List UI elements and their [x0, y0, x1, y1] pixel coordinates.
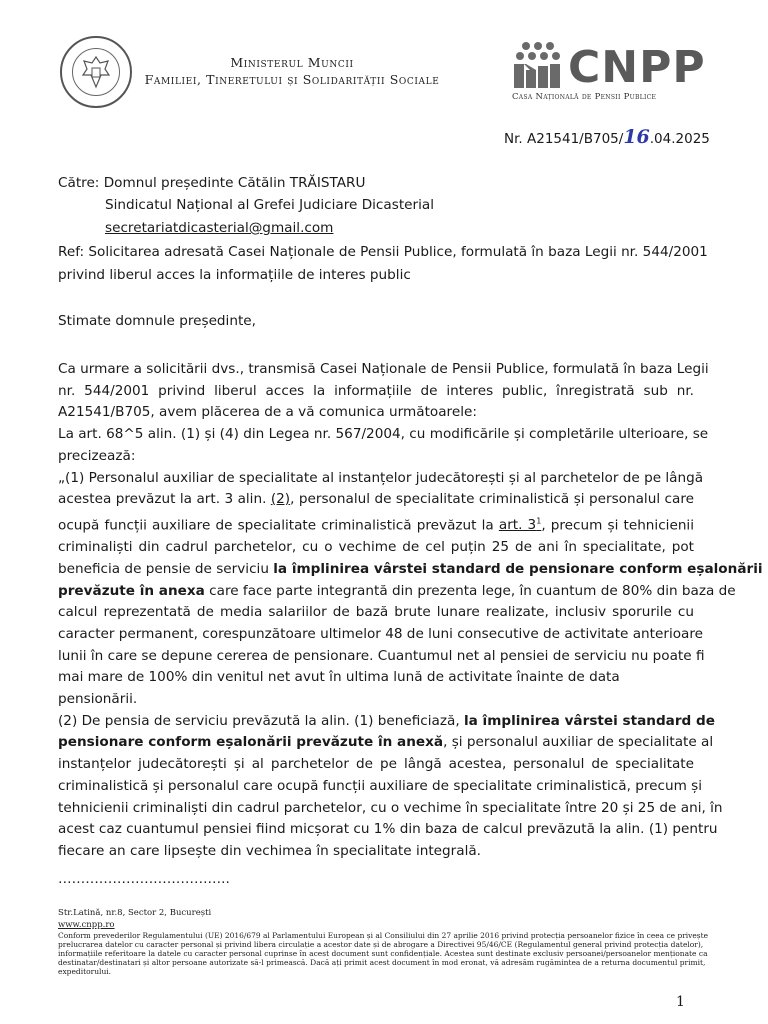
handwritten-day: 16	[623, 126, 650, 148]
gdpr-line-3: informațiile referitoare la datele cu caracter personal cuprinse în acest document sunt confidențiale. Acestea sunt destinate exclusiv persoanei/persoanelor menționate ca	[58, 949, 708, 958]
paragraph-2-line-1: La art. 68^5 alin. (1) și (4) din Legea nr. 567/2004, cu modificările și completările ulterioare, se	[58, 426, 709, 443]
quote-1-line-1: „(1) Personalul auxiliar de specialitate al instanțelor judecătorești și al parchetelor de pe lângă	[58, 469, 704, 486]
cnpp-logo-icon	[512, 40, 564, 92]
number-suffix: .04.2025	[649, 131, 710, 147]
paragraph-1-line-3: A21541/B705, avem plăcerea de a vă comunica următoarele:	[58, 404, 477, 421]
salutation: Stimate domnule președinte,	[58, 313, 256, 329]
quote-2-line-4: criminalistică și personalul care ocupă funcții auxiliare de specialitate criminalistică, precum și	[58, 777, 703, 794]
ministry-name	[142, 54, 442, 88]
quote-2-line-1: (2) De pensia de serviciu prevăzută la alin. (1) beneficiază, la împlinirea vârstei standard de	[58, 712, 715, 729]
ministry-line-1: Ministerul Muncii	[230, 55, 354, 70]
document-number	[504, 126, 710, 148]
quote-1-line-8: caracter permanent, corespunzătoare ultimelor 48 de luni consecutive de activitate anterioare	[58, 625, 704, 642]
ref-line-1: Ref: Solicitarea adresată Casei Naționale de Pensii Publice, formulată în baza Legii nr. 544/2001	[58, 244, 708, 260]
quote-2-line-7: fiecare an care lipsește din vechimea în specialitate integrală.	[58, 843, 482, 859]
gdpr-line-4: destinatar/destinatari și altor persoane autorizate să-l primească. Dacă ați primit acest document în mod eronat, vă adresăm rugămintea de a returna documentul primit,	[58, 958, 706, 967]
cnpp-brand: CNPP	[568, 42, 706, 93]
quote-1-line-5: beneficia de pensie de serviciu la împlinirea vârstei standard de pensionare conform eșalonării	[58, 560, 763, 577]
quote-1-line-7: calcul reprezentată de media salariilor de bază brute lunare realizate, inclusiv sporurile cu	[58, 604, 694, 621]
quote-2-line-6: acest caz cuantumul pensiei fiind micșorat cu 1% din baza de calcul prevăzută la alin. (1) pentru	[58, 821, 718, 838]
page-number: 1	[676, 994, 685, 1010]
gdpr-line-5: expeditorului.	[58, 967, 112, 976]
addressee-line-2: Sindicatul Național al Grefei Judiciare Dicasterial	[105, 197, 434, 213]
paragraph-2-line-2: precizează:	[58, 447, 136, 464]
footer-address: Str.Latină, nr.8, Sector 2, București	[58, 908, 212, 918]
cnpp-subtitle: Casa Națională de Pensii Publice	[512, 92, 657, 102]
ellipsis-dots: ………………………………..	[58, 870, 230, 887]
ref-line-2: privind liberul acces la informațiile de interes public	[58, 267, 411, 283]
addressee-line-1: Către: Domnul președinte Cătălin TRĂISTARU	[58, 175, 366, 191]
ministry-line-2: Familiei, Tineretului și Solidarității Sociale	[144, 72, 440, 87]
quote-2-line-3: instanțelor judecătorești și al parchetelor de pe lângă acestea, personalul de specialitate	[58, 756, 694, 773]
quote-1-line-9: lunii în care se depune cererea de pensionare. Cuantumul net al pensiei de serviciu nu poate fi	[58, 647, 705, 664]
addressee-email: secretariatdicasterial@gmail.com	[105, 220, 334, 236]
paragraph-1-line-1: Ca urmare a solicitării dvs., transmisă Casei Naționale de Pensii Publice, formulată în baza Legii	[58, 361, 709, 377]
quote-1-line-6: prevăzute în anexa care face parte integrantă din prezenta lege, în cuantum de 80% din baza de	[58, 582, 736, 599]
coat-of-arms-icon	[72, 48, 120, 96]
quote-1-line-2: acestea prevăzut la art. 3 alin. (2), personalul de specialitate criminalistică și personalul care	[58, 491, 694, 508]
government-seal	[60, 36, 132, 108]
quote-1-line-4: criminaliști din cadrul parchetelor, cu o vechime de cel puțin 25 de ani în specialitate, pot	[58, 539, 694, 556]
quote-1-line-3: ocupă funcții auxiliare de specialitate criminalistică prevăzut la art. $3^1$, precum și tehnicienii	[58, 516, 694, 534]
quote-1-line-10: mai mare de 100% din venitul net avut în ultima lună de activitate înainte de data pensionării.	[58, 669, 620, 708]
number-prefix: Nr. A21541/B705/	[504, 131, 624, 147]
paragraph-1-line-2: nr. 544/2001 privind liberul acces la informațiile de interes public, înregistrată sub nr.	[58, 382, 694, 399]
quote-2-line-2: pensionare conform eșalonării prevăzute în anexă, și personalul auxiliar de specialitate al	[58, 734, 714, 751]
gdpr-line-2: prelucrarea datelor cu caracter personal și privind libera circulație a acestor date și de abrogare a Directivei 95/46/CE (Regulamentul general privind protecția datelor),	[58, 940, 704, 949]
letter-body	[58, 359, 763, 890]
quote-2-line-5: tehnicienii criminaliști din cadrul parchetelor, cu o vechime în specialitate între 20 și 25 de ani, în	[58, 799, 723, 816]
gdpr-line-1: Conform prevederilor Regulamentului (UE) 2016/679 al Parlamentului European și al Consiliului din 27 aprilie 2016 privind protecția persoanelor fizice în ceea ce privește	[58, 931, 709, 940]
footer-website[interactable]: www.cnpp.ro	[58, 920, 115, 930]
